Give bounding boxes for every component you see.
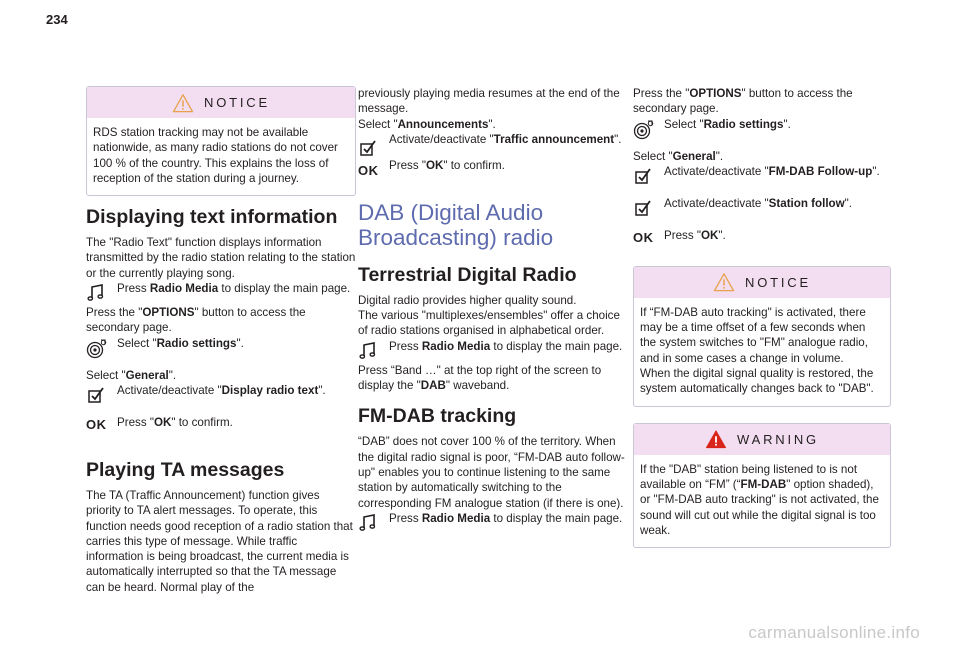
column-2	[358, 86, 628, 535]
radio-settings-icon	[86, 338, 108, 360]
heading-displaying-text: Displaying text information	[86, 206, 338, 229]
paragraph-terrestrial-2: The various "multiplexes/ensembles" offer a choice of radio stations organised in alphabetical order.	[358, 309, 620, 338]
heading-dab: DAB (Digital Audio Broadcasting) radio	[358, 199, 554, 250]
checkbox-icon	[86, 385, 106, 405]
notice-header	[634, 267, 890, 298]
step-radio-media: Press Radio Media to display the main page.	[358, 511, 628, 535]
step-ok: OK Press "OK".	[633, 228, 726, 245]
footer-watermark: carmanualsonline.info	[748, 623, 920, 642]
column-3	[633, 86, 891, 558]
notice-header	[87, 87, 355, 118]
checkbox-icon	[633, 166, 653, 186]
paragraph-terrestrial-1: Digital radio provides higher quality sound.	[358, 293, 577, 307]
heading-playing-ta: Playing TA messages	[86, 458, 285, 481]
paragraph-display: The "Radio Text" function displays information transmitted by the radio station relating to the station or the currently playing song.	[86, 236, 356, 280]
notice-box	[633, 266, 891, 407]
heading-fm-dab: FM-DAB tracking	[358, 405, 517, 428]
step-radio-media: Press Radio Media to display the main page.	[358, 339, 628, 363]
step-radio-media: Press Radio Media to display the main page.	[86, 281, 356, 305]
step-ok-confirm: OK Press "OK" to confirm.	[86, 415, 233, 432]
music-note-icon	[358, 513, 378, 533]
notice-triangle-icon	[172, 93, 194, 113]
step-radio-settings: Select "Radio settings".	[633, 117, 891, 141]
step-band: Press “Band …" at the top right of the screen to display the "DAB" waveband.	[358, 363, 602, 393]
step-general: Select "General".	[86, 368, 177, 382]
step-ok-confirm: OK Press "OK" to confirm.	[358, 158, 505, 178]
step-display-radio-text: Activate/deactivate "Display radio text".	[86, 383, 356, 407]
ok-icon: OK	[86, 416, 107, 432]
checkbox-icon	[358, 138, 378, 158]
step-announcements: Select "Announcements".	[358, 117, 496, 131]
step-options: Press the "OPTIONS" button to access the secondary page.	[86, 306, 306, 335]
warning-triangle-icon	[705, 429, 727, 449]
warning-text: If the "DAB" station being listened to is not available on “FM” (“FM-DAB" option shaded), or "FM-DAB auto tracking" is not activated, the sound will cut out while the digital signal is too weak.	[640, 462, 879, 537]
ok-icon: OK	[633, 229, 654, 245]
paragraph-fm-dab: “DAB” does not cover 100 % of the territory. When the digital radio signal is poor, “FM-DAB auto follow-up" enables you to continue listening to the same station by automatically switching to the corresponding FM analogue station (if there is one).	[358, 435, 625, 510]
step-general: Select "General".	[633, 149, 724, 163]
ok-icon: OK	[358, 162, 379, 178]
step-options: Press the "OPTIONS" button to access the secondary page.	[633, 87, 853, 116]
step-fm-dab-follow-up: Activate/deactivate "FM-DAB Follow-up".	[633, 164, 891, 188]
notice-text: RDS station tracking may not be available nationwide, as many radio stations do not cover 100 % of the country. This explains the loss of reception of the station during a journey.	[93, 126, 338, 185]
notice-title: NOTICE	[204, 94, 270, 110]
notice-text: If “FM-DAB auto tracking" is activated, there may be a time offset of a few seconds when the system switches to "FM" analogue radio, and in some cases a change in volume. When the digital signal quality is restored, the system automatically changes back to "DAB".	[640, 305, 874, 396]
heading-terrestrial: Terrestrial Digital Radio	[358, 263, 577, 286]
step-traffic-announcement: Activate/deactivate "Traffic announcement".	[358, 132, 628, 158]
notice-title: NOTICE	[745, 274, 811, 290]
step-station-follow: Activate/deactivate "Station follow".	[633, 196, 891, 220]
page-number: 234	[46, 12, 68, 27]
music-note-icon	[86, 283, 106, 303]
paragraph-ta-continued: previously playing media resumes at the end of the message.	[358, 87, 620, 116]
paragraph-ta: The TA (Traffic Announcement) function gives priority to TA alert messages. To operate, this function needs good reception of a radio station that carries this type of message. While traffic information is being broadcast, the current media is automatically interrupted so that the TA message can be heard. Normal play of the	[86, 488, 353, 594]
warning-box	[633, 423, 891, 548]
notice-box	[86, 86, 356, 196]
column-1	[86, 86, 356, 595]
music-note-icon	[358, 341, 378, 361]
radio-settings-icon	[633, 119, 655, 141]
step-radio-settings: Select "Radio settings".	[86, 336, 356, 360]
warning-header	[634, 424, 890, 455]
warning-title: WARNING	[737, 431, 819, 447]
notice-triangle-icon	[713, 272, 735, 292]
checkbox-icon	[633, 198, 653, 218]
